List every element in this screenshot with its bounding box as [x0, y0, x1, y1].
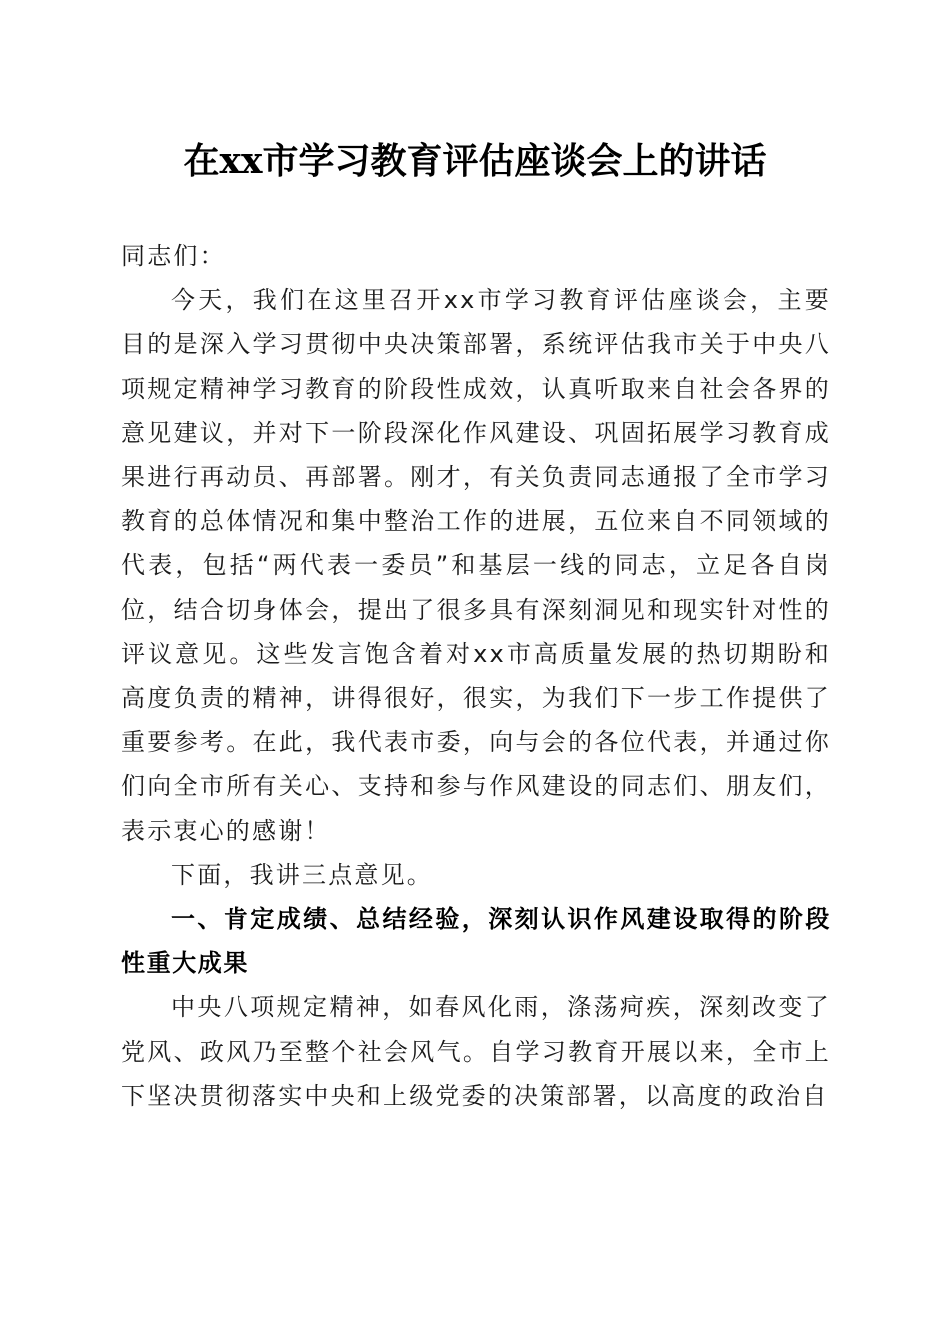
document-title: 在xx市学习教育评估座谈会上的讲话 [183, 140, 767, 182]
salutation: 同志们： [121, 242, 226, 270]
document-body [121, 234, 831, 1118]
section-heading-1: 一、肯定成绩、总结经验，深刻认识作风建设取得的阶段性重大成果 [121, 905, 831, 978]
paragraph-opening: 今天，我们在这里召开xx市学习教育评估座谈会，主要目的是深入学习贯彻中央决策部署，系统评估我市关于中央八项规定精神学习教育的阶段性成效，认真听取来自社会各界的意见建议，并对下一阶段深化作风建设、巩固拓展学习教育成果进行再动员、再部署。刚才，有关负责同志通报了全市学习教育的总体情况和集中整治工作的进展，五位来自不同领域的代表，包括“两代表一委员”和基层一线的同志，立足各自岗位，结合切身体会，提出了很多具有深刻洞见和现实针对性的评议意见。这些发言饱含着对xx市高质量发展的热切期盼和高度负责的精神，讲得很好，很实，为我们下一步工作提供了重要参考。在此，我代表市委，向与会的各位代表，并通过你们向全市所有关心、支持和参与作风建设的同志们、朋友们，表示衷心的感谢！ [121, 286, 831, 845]
paragraph-transition: 下面，我讲三点意见。 [171, 860, 433, 889]
paragraph-section-1: 中央八项规定精神，如春风化雨，涤荡疴疾，深刻改变了党风、政风乃至整个社会风气。自学习教育开展以来，全市上下坚决贯彻落实中央和上级党委的决策部署，以高度的政治自 [121, 993, 831, 1110]
